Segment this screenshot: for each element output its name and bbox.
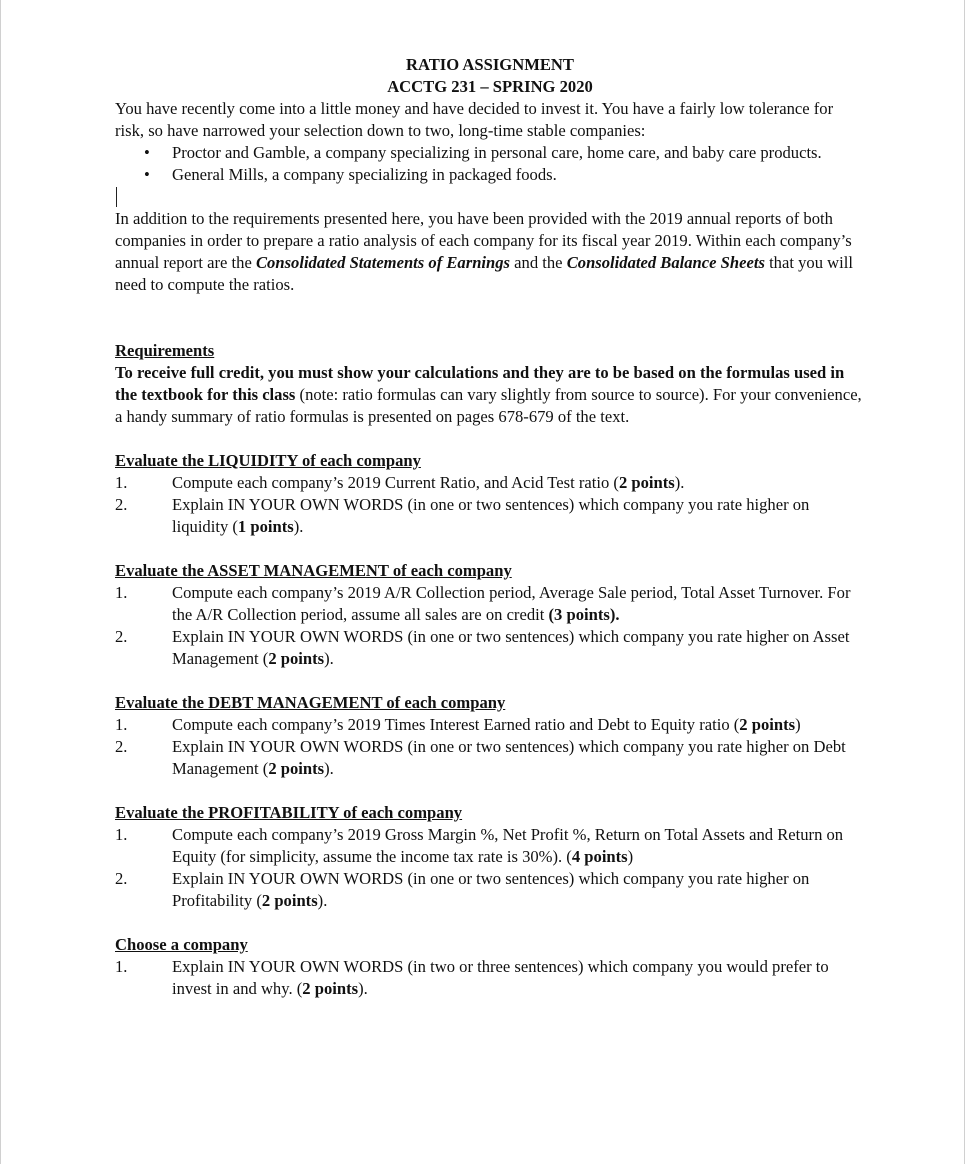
list-item [115, 472, 865, 494]
item-points: 2 points [618, 473, 675, 492]
item-points: 2 points [739, 715, 796, 734]
item-text: Explain IN YOUR OWN WORDS (in one or two sentences) which company you rate higher on liquidity ( [172, 495, 810, 536]
spacer [115, 296, 865, 340]
item-text-end: ) [627, 847, 634, 866]
item-points: (3 points). [548, 605, 620, 624]
item-text: Explain IN YOUR OWN WORDS (in one or two sentences) which company you rate higher on Profitability ( [172, 869, 810, 910]
spacer [115, 428, 865, 450]
item-text-end: ). [324, 649, 334, 668]
spacer [115, 912, 865, 934]
item-number: 1. [115, 583, 128, 602]
requirements-bold-text: To receive full credit, you must show your calculations and they are to be based on the formulas used in the textbook for this class [115, 363, 845, 404]
profitability-list [115, 824, 865, 912]
item-points: 1 points [237, 517, 294, 536]
liquidity-list [115, 472, 865, 538]
spacer [115, 780, 865, 802]
item-text: Compute each company’s 2019 Current Ratio, and Acid Test ratio ( [172, 473, 619, 492]
list-item: • Proctor and Gamble, a company specializing in personal care, home care, and baby care products. [115, 142, 865, 164]
requirements-heading: Requirements [115, 341, 215, 360]
item-text-end: ). [317, 891, 328, 910]
asset-heading: Evaluate the ASSET MANAGEMENT of each company [115, 561, 512, 580]
course-subtitle: ACCTG 231 – SPRING 2020 [387, 77, 593, 96]
spacer [115, 538, 865, 560]
spacer [115, 670, 865, 692]
document-title: RATIO ASSIGNMENT [406, 55, 574, 74]
intro-paragraph: You have recently come into a little money and have decided to invest it. You have a fairly low tolerance for risk, so have narrowed your selection down to two, long-time stable companies: [115, 99, 834, 140]
requirements-paragraph [115, 362, 865, 428]
debt-heading: Evaluate the DEBT MANAGEMENT of each company [115, 693, 506, 712]
company-list [115, 142, 865, 186]
item-text: Explain IN YOUR OWN WORDS (in two or three sentences) which company you would prefer to invest in and why. ( [172, 957, 829, 998]
item-text: Explain IN YOUR OWN WORDS (in one or two sentences) which company you rate higher on Debt Management ( [172, 737, 846, 778]
item-text: Explain IN YOUR OWN WORDS (in one or two sentences) which company you rate higher on Asset Management ( [172, 627, 850, 668]
item-points: 2 points [268, 759, 325, 778]
item-text-end: ). [293, 517, 304, 536]
item-text-end: ). [358, 979, 368, 998]
choose-list [115, 956, 865, 1000]
statement-balance: Consolidated Balance Sheets [566, 253, 765, 272]
item-text-end: ). [324, 759, 334, 778]
item-number: 1. [115, 825, 128, 844]
context-paragraph [115, 208, 865, 296]
item-text: Compute each company’s 2019 Times Interest Earned ratio and Debt to Equity ratio ( [172, 715, 740, 734]
item-number: 1. [115, 473, 128, 492]
item-points: 2 points [268, 649, 325, 668]
list-item [115, 714, 865, 736]
item-points: 2 points [261, 891, 318, 910]
asset-list [115, 582, 865, 670]
item-text: Compute each company’s 2019 A/R Collection period, Average Sale period, Total Asset Turnover. For the A/R Collection period, assume all sales are on credit [172, 583, 851, 624]
list-item [115, 868, 865, 912]
item-points: 4 points [571, 847, 628, 866]
item-number: 2. [115, 737, 128, 756]
item-number: 2. [115, 495, 128, 514]
profitability-heading: Evaluate the PROFITABILITY of each company [115, 803, 463, 822]
liquidity-heading: Evaluate the LIQUIDITY of each company [115, 451, 421, 470]
list-item [115, 582, 865, 626]
item-number: 1. [115, 957, 128, 976]
item-number: 1. [115, 715, 128, 734]
document-body [115, 54, 865, 1000]
item-text: Compute each company’s 2019 Gross Margin %, Net Profit %, Return on Total Assets and Return on Equity (for simplicity, assume the income tax rate is 30%). ( [172, 825, 844, 866]
list-item [115, 956, 865, 1000]
context-text: and the [510, 253, 567, 272]
debt-list [115, 714, 865, 780]
item-number: 2. [115, 869, 128, 888]
page-edge-left [0, 0, 1, 1164]
list-item [115, 626, 865, 670]
list-item [115, 736, 865, 780]
statement-earnings: Consolidated Statements of Earnings [255, 253, 511, 272]
choose-heading: Choose a company [115, 935, 248, 954]
list-item [115, 494, 865, 538]
item-number: 2. [115, 627, 128, 646]
list-item [115, 824, 865, 868]
item-text-end: ). [674, 473, 685, 492]
requirements-text: (note: ratio formulas can vary slightly from source to source). For your convenience, a handy summary of ratio formulas is presented on pages 678-679 of the text. [115, 385, 862, 426]
item-points: 2 points [302, 979, 359, 998]
list-item: • General Mills, a company specializing in packaged foods. [115, 164, 865, 186]
context-text: In addition to the requirements presented here, you have been provided with the 2019 annual reports of both companies in order to prepare a ratio analysis of each company for its fiscal year 2019. Within each company’s annual report are the [115, 209, 852, 272]
context-text: that you will need to compute the ratios. [115, 253, 853, 294]
text-cursor [116, 187, 117, 207]
item-text-end: ) [795, 715, 801, 734]
